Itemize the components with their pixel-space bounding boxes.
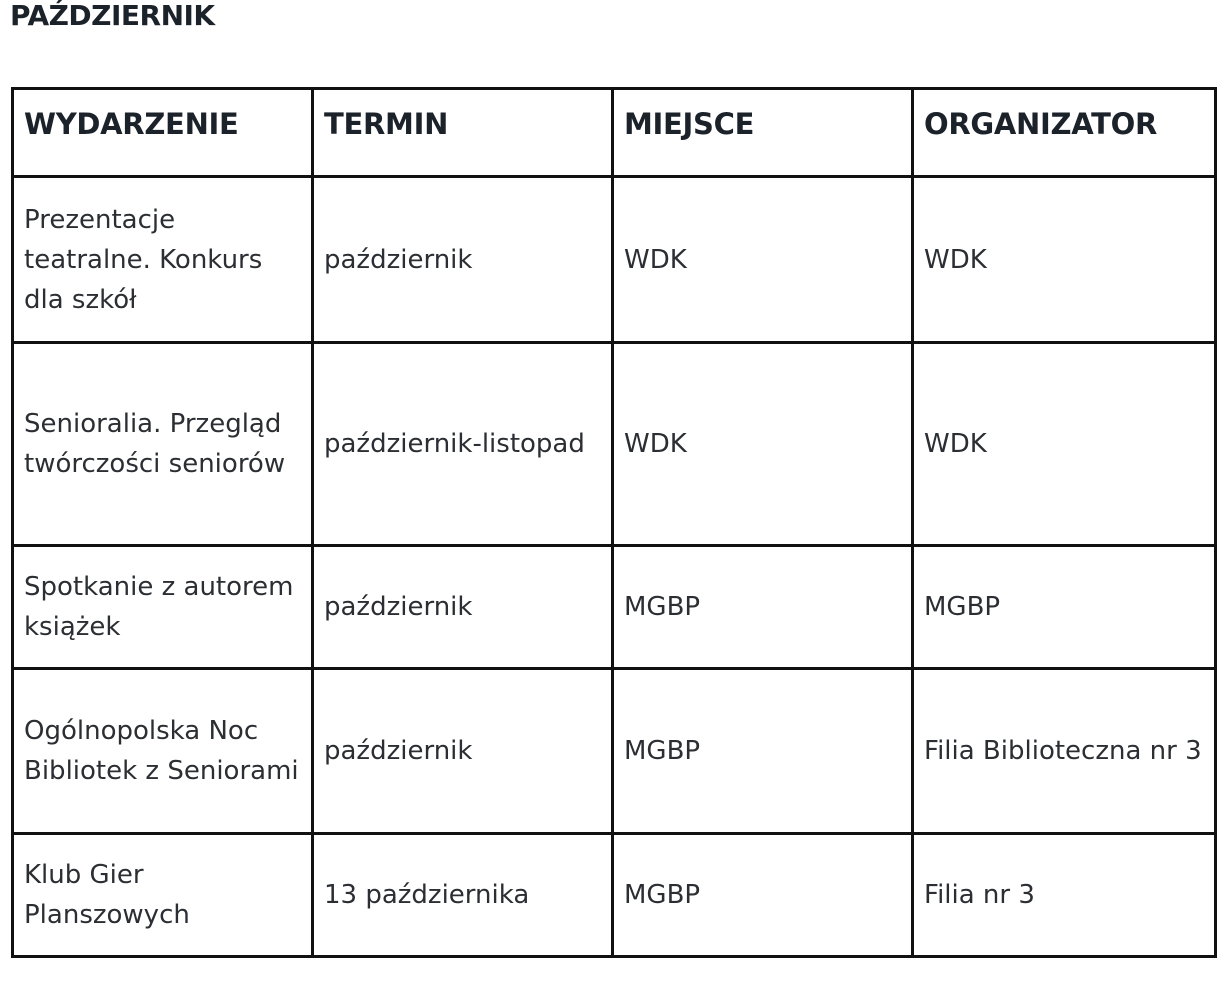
header-date: TERMIN [313, 89, 613, 177]
cell-event: Klub Gier Planszowych [13, 834, 313, 957]
cell-place: WDK [613, 177, 913, 343]
cell-place: MGBP [613, 834, 913, 957]
cell-place: MGBP [613, 669, 913, 834]
header-place: MIEJSCE [613, 89, 913, 177]
page-title: PAŹDZIERNIK [10, 0, 215, 32]
cell-date: październik-listopad [313, 343, 613, 546]
table-row [13, 669, 1216, 834]
table-row [13, 177, 1216, 343]
cell-event: Senioralia. Przegląd twórczości seniorów [13, 343, 313, 546]
events-table [11, 87, 1217, 958]
cell-date: październik [313, 669, 613, 834]
cell-organizer: WDK [913, 177, 1216, 343]
cell-organizer: Filia nr 3 [913, 834, 1216, 957]
cell-event: Spotkanie z autorem książek [13, 546, 313, 669]
cell-organizer: Filia Biblioteczna nr 3 [913, 669, 1216, 834]
table-row [13, 546, 1216, 669]
cell-organizer: WDK [913, 343, 1216, 546]
cell-date: październik [313, 546, 613, 669]
table-row [13, 343, 1216, 546]
table-header-row [13, 89, 1216, 177]
cell-place: MGBP [613, 546, 913, 669]
cell-date: październik [313, 177, 613, 343]
header-organizer: ORGANIZATOR [913, 89, 1216, 177]
header-event: WYDARZENIE [13, 89, 313, 177]
cell-place: WDK [613, 343, 913, 546]
cell-date: 13 października [313, 834, 613, 957]
cell-event: Prezentacje teatralne. Konkurs dla szkół [13, 177, 313, 343]
cell-organizer: MGBP [913, 546, 1216, 669]
table-row [13, 834, 1216, 957]
cell-event: Ogólnopolska Noc Bibliotek z Seniorami [13, 669, 313, 834]
